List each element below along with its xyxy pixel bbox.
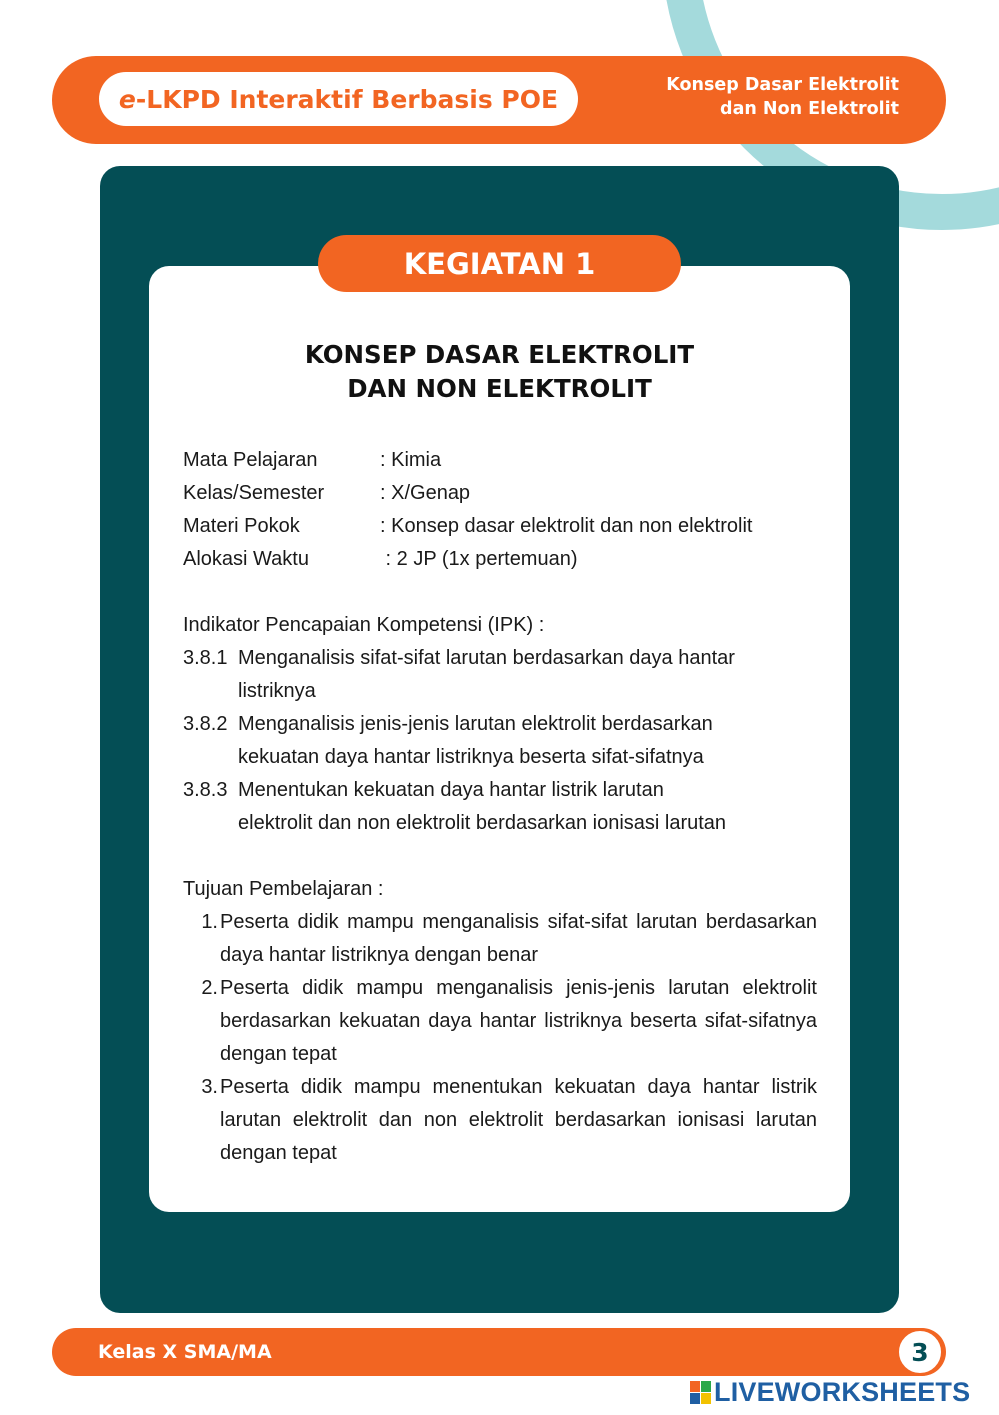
liveworksheets-icon — [690, 1381, 711, 1404]
ipk-text-line1: Menganalisis sifat-sifat larutan berdasarkan daya hantar — [238, 647, 735, 669]
goal-text: Peserta didik mampu menganalisis sifat-sifat larutan berdasarkan daya hantar listriknya dengan benar — [220, 911, 817, 966]
info-value: : 2 JP (1x pertemuan) — [380, 548, 578, 570]
goals-heading: Tujuan Pembelajaran : — [183, 878, 384, 900]
ipk-number: 3.8.2 — [183, 713, 228, 735]
goal-text: Peserta didik mampu menganalisis jenis-jenis larutan elektrolit berdasarkan kekuatan daya hantar listriknya beserta sifat-sifatnya dengan tepat — [220, 977, 817, 1065]
ipk-text-line2: kekuatan daya hantar listriknya beserta sifat-sifatnya — [238, 746, 704, 768]
goal-item — [183, 1071, 817, 1170]
ipk-text-line1: Menentukan kekuatan daya hantar listrik larutan — [238, 779, 664, 801]
header-topic-line2: dan Non Elektrolit — [720, 99, 899, 119]
info-label: Mata Pelajaran — [183, 449, 318, 471]
info-label: Materi Pokok — [183, 515, 300, 537]
goal-item — [183, 906, 817, 972]
info-row — [183, 510, 817, 543]
ipk-text-line2: elektrolit dan non elektrolit berdasarkan ionisasi larutan — [238, 812, 727, 834]
header-title — [99, 72, 578, 126]
info-label: Alokasi Waktu — [183, 548, 309, 570]
goal-item — [183, 972, 817, 1071]
header-title-rest: -LKPD Interaktif Berbasis POE — [135, 84, 559, 114]
liveworksheets-text: LIVEWORKSHEETS — [714, 1377, 971, 1407]
ipk-item — [183, 774, 817, 840]
page-title — [149, 338, 850, 406]
info-label: Kelas/Semester — [183, 482, 325, 504]
info-value: : X/Genap — [380, 482, 471, 504]
goal-text: Peserta didik mampu menentukan kekuatan daya hantar listrik larutan elektrolit dan non elektrolit berdasarkan ionisasi larutan dengan tepat — [220, 1076, 817, 1164]
page-title-line1: KONSEP DASAR ELEKTROLIT — [304, 340, 695, 369]
ipk-number: 3.8.1 — [183, 647, 228, 669]
ipk-text-line2: listriknya — [238, 680, 316, 702]
header-title-prefix: e — [118, 84, 136, 114]
header-topic-line1: Konsep Dasar Elektrolit — [666, 75, 899, 95]
ipk-item — [183, 642, 817, 708]
activity-label: KEGIATAN 1 — [318, 235, 681, 292]
info-row — [183, 543, 817, 576]
ipk-item — [183, 708, 817, 774]
ipk-number: 3.8.3 — [183, 779, 228, 801]
header-topic — [666, 73, 899, 121]
ipk-heading: Indikator Pencapaian Kompetensi (IPK) : — [183, 614, 545, 636]
content-body — [183, 444, 817, 1170]
info-value: : Konsep dasar elektrolit dan non elektrolit — [380, 515, 753, 537]
info-value: : Kimia — [380, 449, 442, 471]
goal-number: 3. — [201, 1076, 218, 1098]
info-row — [183, 444, 817, 477]
goal-number: 2. — [201, 977, 218, 999]
footer-class-label: Kelas X SMA/MA — [98, 1341, 272, 1363]
goal-number: 1. — [201, 911, 218, 933]
info-row — [183, 477, 817, 510]
liveworksheets-logo[interactable] — [690, 1377, 970, 1408]
ipk-text-line1: Menganalisis jenis-jenis larutan elektrolit berdasarkan — [238, 713, 713, 735]
page-title-line2: DAN NON ELEKTROLIT — [347, 374, 652, 403]
page-number: 3 — [896, 1328, 944, 1376]
